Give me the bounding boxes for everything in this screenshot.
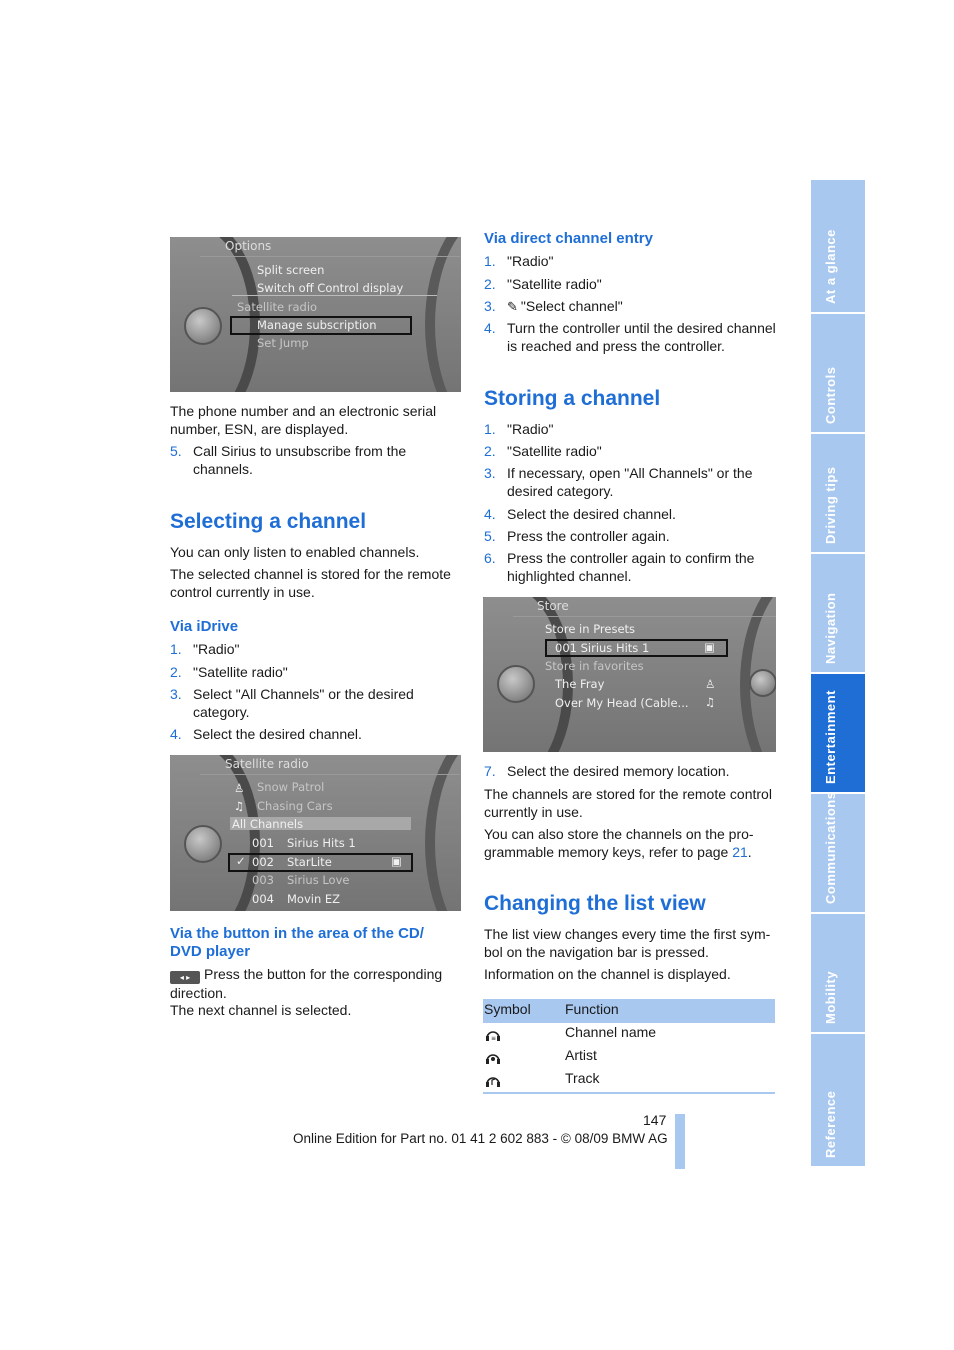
step-item <box>484 762 774 780</box>
tab-mobility[interactable] <box>811 914 865 1032</box>
paragraph: The channels are stored for the remote control currently in use. <box>484 786 772 820</box>
menu-item: Satellite radio <box>237 300 318 314</box>
tab-label: Communications <box>823 791 838 904</box>
channel-name: Sirius Hits 1 <box>287 836 356 850</box>
table-cell: Artist <box>565 1047 597 1063</box>
channel-number: 002 <box>252 855 274 869</box>
menu-item: Store in Presets <box>545 622 636 636</box>
screen-header: Store <box>537 599 569 613</box>
menu-item: Over My Head (Cable... <box>555 696 689 710</box>
channel-name: Sirius Love <box>287 873 350 887</box>
screen-header: Options <box>225 239 272 253</box>
step-text: Select the desired channel. <box>193 726 362 742</box>
step-number: 1. <box>484 421 496 437</box>
paragraph: The phone number and an electronic serial number, ESN, are displayed. <box>170 403 437 437</box>
step-number: 1. <box>170 641 182 657</box>
table-header <box>483 999 775 1023</box>
table-row <box>483 1069 775 1094</box>
section-heading: Changing the list view <box>484 892 706 915</box>
step-text: If necessary, open "All Channels" or the desired category. <box>507 465 753 499</box>
step-text: "Radio" <box>193 641 240 657</box>
step-text: "Radio" <box>507 253 554 269</box>
step-text: Call Sirius to unsubscribe from the channels. <box>193 443 407 477</box>
tab-label: Controls <box>823 366 838 424</box>
table-row <box>483 1046 775 1069</box>
tab-label: Reference <box>823 1090 838 1158</box>
paragraph: The list view changes every time the first sym-bol on the navigation bar is pressed. <box>484 926 771 960</box>
menu-item: Set Jump <box>257 336 309 350</box>
column-header: Function <box>565 1001 619 1017</box>
track-icon: ♫ <box>705 695 716 709</box>
step-item <box>484 275 774 293</box>
step-item <box>484 549 774 585</box>
tab-label: Driving tips <box>823 466 838 544</box>
paragraph-text: . <box>747 844 752 860</box>
step-number: 2. <box>170 664 182 680</box>
page-link[interactable]: 21 <box>732 844 748 860</box>
menu-item: Split screen <box>257 263 325 277</box>
tab-at-a-glance[interactable] <box>811 180 865 312</box>
step-text: Select "All Channels" or the desired category. <box>193 686 414 720</box>
paragraph <box>170 965 460 1002</box>
store-icon: ▣ <box>704 640 715 654</box>
step-item <box>170 442 460 478</box>
step-text: "Satellite radio" <box>193 664 288 680</box>
step-text: "Radio" <box>507 421 554 437</box>
store-screen-image <box>483 597 776 752</box>
channel-name: Movin EZ <box>287 892 341 906</box>
track-icon: ♫ <box>234 799 245 813</box>
tab-reference[interactable] <box>811 1034 865 1166</box>
artist-icon <box>484 1050 502 1065</box>
step-number: 3. <box>484 298 496 314</box>
button-text: Press the button for the corresponding direction. <box>170 966 443 1001</box>
menu-item: Switch off Control display <box>257 281 404 295</box>
subheading: Via direct channel entry <box>484 230 653 247</box>
step-text-wrap <box>507 297 777 316</box>
menu-item: The Fray <box>555 677 605 691</box>
step-item <box>484 252 774 270</box>
channel-name-icon <box>484 1027 502 1042</box>
tab-entertainment[interactable] <box>811 674 865 792</box>
screen-header: Satellite radio <box>225 757 309 771</box>
select-channel-icon: ✎ <box>507 299 518 314</box>
step-item <box>484 319 774 355</box>
footer-bar <box>675 1114 685 1169</box>
step-number: 7. <box>484 763 496 779</box>
column-header: Symbol <box>484 1001 531 1017</box>
page-number: 147 <box>643 1112 667 1128</box>
step-item <box>484 297 774 315</box>
section-heading: Selecting a channel <box>170 510 367 533</box>
step-number: 2. <box>484 443 496 459</box>
menu-item: Snow Patrol <box>257 780 325 794</box>
menu-item: 001 Sirius Hits 1 <box>555 641 650 655</box>
paragraph: The selected channel is stored for the remote control currently in use. <box>170 566 451 600</box>
channel-number: 004 <box>252 892 274 906</box>
step-text: Select the desired channel. <box>507 506 676 522</box>
tab-navigation[interactable] <box>811 554 865 672</box>
tab-label: At a glance <box>823 229 838 304</box>
subheading: Via iDrive <box>170 618 239 635</box>
step-number: 4. <box>484 320 496 336</box>
check-icon: ✓ <box>236 854 246 868</box>
step-number: 6. <box>484 550 496 566</box>
footer-edition: Online Edition for Part no. 01 41 2 602 883 - © 08/09 BMW AG <box>293 1131 668 1146</box>
step-text: "Satellite radio" <box>507 443 602 459</box>
step-text: Select the desired memory location. <box>507 763 730 779</box>
step-item <box>170 663 460 681</box>
paragraph-text: You can also store the channels on the pro-grammable memory keys, refer to page <box>484 826 754 860</box>
tab-label: Entertainment <box>823 690 838 784</box>
step-number: 4. <box>484 506 496 522</box>
track-icon <box>484 1073 502 1088</box>
store-icon: ▣ <box>391 854 402 868</box>
step-text: "Select channel" <box>520 298 623 314</box>
symbol-table <box>483 999 775 1094</box>
step-number: 4. <box>170 726 182 742</box>
table-cell: Channel name <box>565 1024 657 1040</box>
step-text: Press the controller again to confirm the highlighted channel. <box>507 550 755 584</box>
step-number: 3. <box>484 465 496 481</box>
tab-communications[interactable] <box>811 791 865 912</box>
channel-name: StarLite <box>287 855 332 869</box>
step-number: 1. <box>484 253 496 269</box>
artist-icon: ♙ <box>234 781 245 795</box>
step-item <box>484 527 774 545</box>
channel-number: 001 <box>252 836 274 850</box>
step-item <box>170 640 460 658</box>
menu-item: Chasing Cars <box>257 799 333 813</box>
step-number: 5. <box>484 528 496 544</box>
step-item <box>484 464 774 500</box>
step-number: 5. <box>170 443 182 459</box>
section-heading: Storing a channel <box>484 387 661 410</box>
subheading: Via the button in the area of the CD/ DVD player <box>170 925 424 960</box>
tab-label: Mobility <box>823 970 838 1024</box>
step-text: "Satellite radio" <box>507 276 602 292</box>
table-cell: Track <box>565 1070 600 1086</box>
step-text: Turn the controller until the desired channel is reached and press the controller. <box>507 320 776 354</box>
step-item <box>484 420 774 438</box>
paragraph <box>484 825 764 861</box>
options-screen-image <box>170 237 461 392</box>
paragraph: You can only listen to enabled channels. <box>170 544 420 560</box>
paragraph: The next channel is selected. <box>170 1002 352 1018</box>
step-number: 2. <box>484 276 496 292</box>
menu-item: All Channels <box>232 817 304 831</box>
step-item <box>170 725 460 743</box>
satellite-radio-screen-image <box>170 755 461 911</box>
tab-controls[interactable] <box>811 314 865 432</box>
direction-button-icon: ◂ ▸ <box>170 971 200 984</box>
artist-icon: ♙ <box>705 677 716 691</box>
step-item <box>484 442 774 460</box>
tab-driving-tips[interactable] <box>811 434 865 552</box>
step-text: Press the controller again. <box>507 528 670 544</box>
paragraph: Information on the channel is displayed. <box>484 966 731 982</box>
tab-label: Navigation <box>823 592 838 664</box>
svg-text:≡: ≡ <box>491 1035 497 1042</box>
menu-item: Store in favorites <box>545 659 644 673</box>
step-item <box>170 685 460 721</box>
step-item <box>484 505 774 523</box>
step-number: 3. <box>170 686 182 702</box>
table-row <box>483 1023 775 1046</box>
channel-number: 003 <box>252 873 274 887</box>
menu-item: Manage subscription <box>257 318 377 332</box>
